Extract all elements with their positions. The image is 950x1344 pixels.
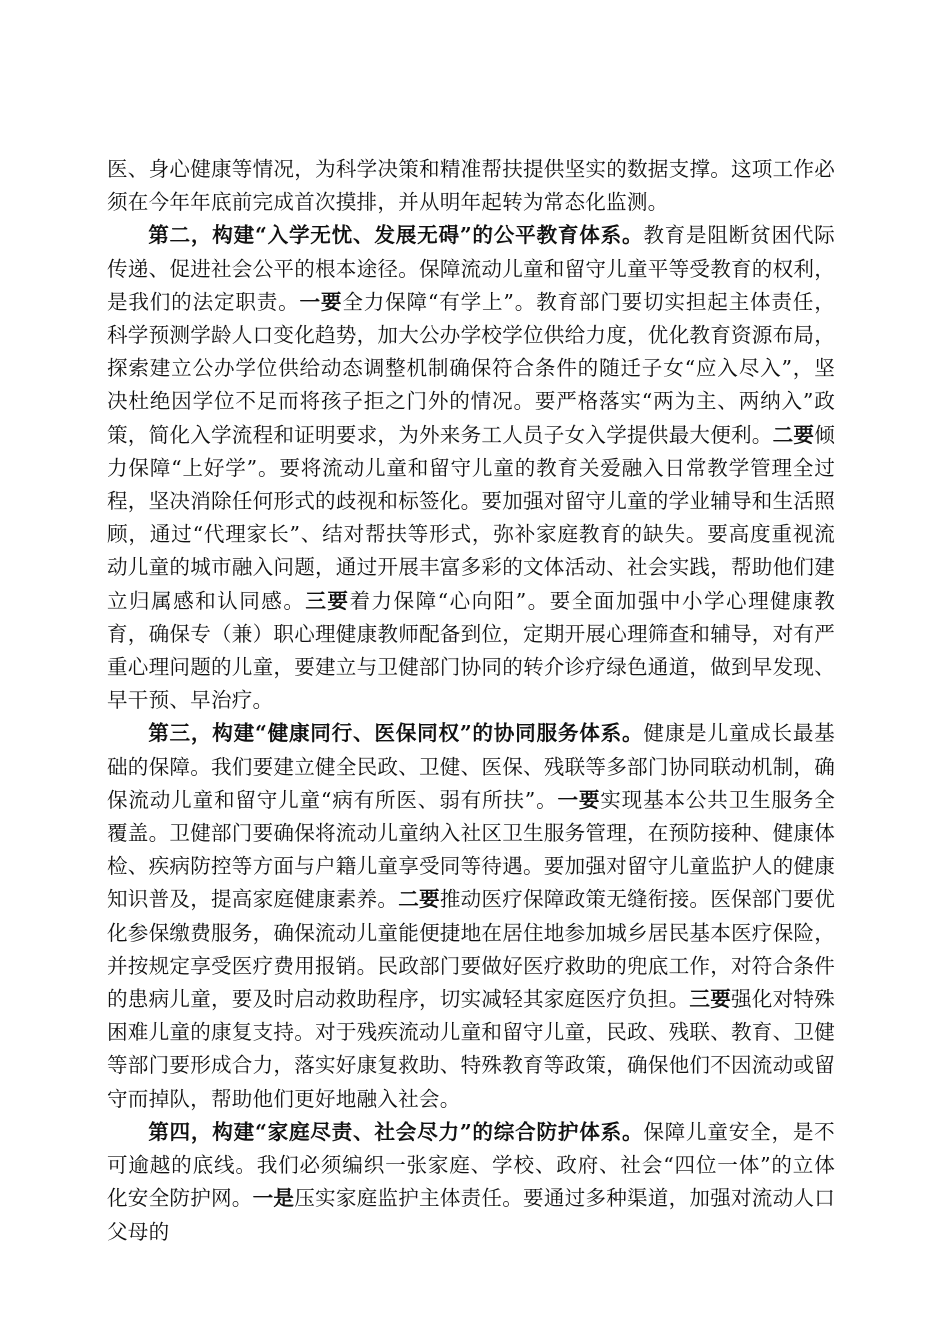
paragraph-text: 保障儿童安全，是不可逾越的底线。我们必须编织一张家庭、学校、政府、社会“四位一体”的立体化安全防护网。 (107, 1119, 835, 1211)
paragraph-2-education (107, 219, 835, 717)
point-label-two: 二要 (772, 422, 815, 447)
section-heading-second: 第二，构建“入学无忧、发展无碍”的公平教育体系。 (148, 223, 644, 248)
paragraph-text: 实现基本公共卫生服务全覆盖。卫健部门要确保将流动儿童纳入社区卫生服务管理，在预防接种、健康体检、疾病防控等方面与户籍儿童享受同等待遇。要加强对留守儿童监护人的健康知识普及，提高家庭健康素养。 (107, 787, 835, 912)
point-label-three: 三要 (305, 588, 350, 613)
point-label-two: 二要 (398, 887, 440, 912)
paragraph-text: 全力保障“有学上”。教育部门要切实担起主体责任，科学预测学龄人口变化趋势，加大公办学校学位供给力度，优化教育资源布局，探索建立公办学位供给动态调整机制确保符合条件的随迁子女“应入尽入”，坚决杜绝因学位不足而将孩子拒之门外的情况。要严格落实“两为主、两纳入”政策，简化入学流程和证明要求，为外来务工人员子女入学提供最大便利。 (107, 289, 835, 447)
paragraph-text: 教育是阻断贫困代际传递、促进社会公平的根本途径。保障流动儿童和留守儿童平等受教育的权利，是我们的法定职责。 (107, 223, 835, 314)
paragraph-1-continuation (107, 153, 835, 219)
point-label-one: 一要 (557, 787, 601, 812)
section-heading-third: 第三，构建“健康同行、医保同权”的协同服务体系。 (148, 721, 644, 746)
point-label-one: 一要 (299, 289, 343, 314)
section-heading-fourth: 第四，构建“家庭尽责、社会尽力”的综合防护体系。 (148, 1119, 644, 1144)
paragraph-text: 倾力保障“上好学”。要将流动儿童和留守儿童的教育关爱融入日常教学管理全过程，坚决消除任何形式的歧视和标签化。要加强对留守儿童的学业辅导和生活照顾，通过“代理家长”、结对帮扶等形式，弥补家庭教育的缺失。要高度重视流动儿童的城市融入问题，通过开展丰富多彩的文体活动、社会实践，帮助他们建立归属感和认同感。 (107, 422, 835, 613)
paragraph-3-health (107, 717, 835, 1115)
paragraph-4-protection (107, 1116, 835, 1249)
paragraph-text: 医、身心健康等情况，为科学决策和精准帮扶提供坚实的数据支撑。这项工作必须在今年年底前完成首次摸排，并从明年起转为常态化监测。 (107, 157, 835, 215)
paragraph-text: 强化对特殊困难儿童的康复支持。对于残疾流动儿童和留守儿童，民政、残联、教育、卫健等部门要形成合力，落实好康复救助、特殊教育等政策，确保他们不因流动或留守而掉队，帮助他们更好地融入社会。 (107, 987, 835, 1111)
paragraph-text: 压实家庭监护主体责任。要通过多种渠道，加强对流动人口父母的 (107, 1186, 836, 1244)
document-body (107, 153, 835, 1249)
point-label-three: 三要 (689, 987, 731, 1012)
paragraph-text: 推动医疗保障政策无缝衔接。医保部门要优化参保缴费服务，确保流动儿童能便捷地在居住地参加城乡居民基本医疗保险，并按规定享受医疗费用报销。民政部门要做好医疗救助的兜底工作，对符合条件的患病儿童，要及时启动救助程序，切实减轻其家庭医疗负担。 (107, 887, 835, 1012)
paragraph-text: 着力保障“心向阳”。要全面加强中小学心理健康教育，确保专（兼）职心理健康教师配备到位，定期开展心理筛查和辅导，对有严重心理问题的儿童，要建立与卫健部门协同的转介诊疗绿色通道，做到早发现、早干预、早治疗。 (107, 588, 835, 713)
paragraph-text: 健康是儿童成长最基础的保障。我们要建立健全民政、卫健、医保、残联等多部门协同联动机制，确保流动儿童和留守儿童“病有所医、弱有所扶”。 (107, 721, 835, 812)
point-label-one: 一是 (252, 1186, 295, 1211)
